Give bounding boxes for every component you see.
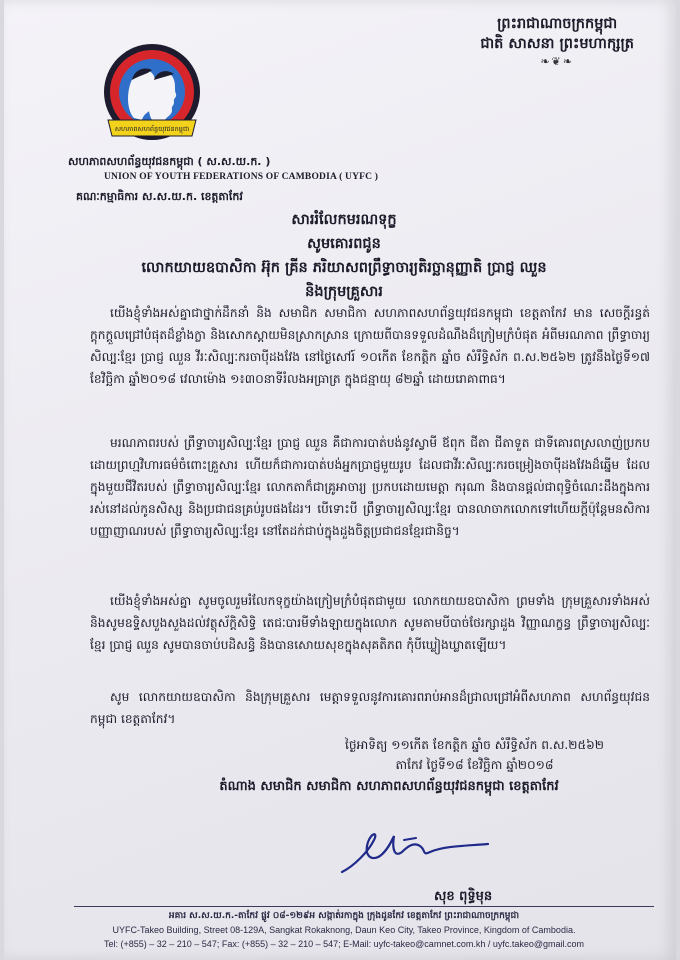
- letter-page: [4, 0, 676, 960]
- paragraph-4: សូម លោកយាយឧបាសិកា និងក្រុមគ្រួសារ មេត្តាទទួលនូវការគោរពរាប់អានដ៏ជ្រាលជ្រៅអំពីសហភាព សហព័ន្ធយុវជនកម្ពុជា ខេត្តតាកែវ។: [90, 690, 650, 726]
- paragraph-3: យើងខ្ញុំទាំងអស់គ្នា សូមចូលរួមរំលែកទុក្ខយ៉ាងក្រៀមក្រំបំផុតជាមួយ លោកយាយឧបាសិកា ព្រមទាំង ក្រុមគ្រួសារទាំងអស់ និងសូមឧទ្ទិសបួងសួងដល់វត្ថុស័ក្តិសិទ្ធិ តេជៈបារមីទាំងឡាយក្នុងលោក សូមតាមបីបាច់ថែរក្សាដួង វិញ្ញាណក្ខន្ធ ព្រឹទ្ធាចារ្យសិល្បៈខ្មែរ ប្រាជ្ញ ឈួន សូមបានចាប់បដិសន្ធិ និងបានសោយសុខក្នុងសុគតិភព កុំបីឃ្លៀងឃ្លាតឡើយ។: [90, 594, 650, 652]
- title-line-4: និងក្រុមគ្រួសារ: [305, 284, 383, 300]
- title-line-3: លោកយាយឧបាសិកា អ៊ុក គ្រីន ភរិយាសពព្រឹទ្ធាចារ្យតិរច្ឆានុញ្ញាតិ ប្រាជ្ញ ឈួន: [141, 260, 547, 276]
- title-line-1: សាររំលែកមរណទុក្ខ: [291, 212, 397, 228]
- handwritten-signature: [334, 822, 494, 882]
- paragraph-1: យើងខ្ញុំទាំងអស់គ្នាជាថ្នាក់ដឹកនាំ និង សមាជិក សមាជិកា សហភាពសហព័ន្ធយុវជនកម្ពុជា ខេត្តតាកែវ មាន សេចក្តីរន្ធត់ក្តុកក្តួលជ្រៅបំផុតដ៏ខ្លាំងក្លា និងសោកស្តាយមិនស្រាកស្រាន ក្រោយពីបានទទួលដំណឹងដ៏ក្រៀមក្រំបំផុត អំពីមរណភាព ព្រឹទ្ធាចារ្យសិល្បៈខ្មែរ ប្រាជ្ញ ឈួន វីរៈសិល្បៈករចាប៉ីដងវែង នៅថ្ងៃសៅរ៍ ១០កើត ខែកត្តិក ឆ្នាំច សំរឹទ្ធិស័ក ព.ស.២៥៦២ ត្រូវនឹងថ្ងៃទី១៧ ខែវិច្ឆិកា ឆ្នាំ២០១៨ វេលាម៉ោង ១៖៣០នាទីរំលងអធ្រាត្រ ក្នុងជន្មាយុ ៨២ឆ្នាំ ដោយរោគាពាធ។: [90, 306, 650, 386]
- letter-title: [4, 208, 676, 304]
- footer-divider: [74, 906, 654, 907]
- uyfc-logo: [96, 40, 208, 152]
- logo-banner-text: សហភាពសហព័ន្ធយុវជនកម្ពុជា: [114, 125, 190, 133]
- footer-address-khmer: អគារ ស.ស.យ.ក.-តាកែវ ផ្លូវ ០៨-១២៩អ សង្កាត់រកាក្នុង ក្រុងដូនកែវ ខេត្តតាកែវ ព្រះរាជាណាចក្រកម្ពុជា: [168, 911, 520, 921]
- footer-address-english: UYFC-Takeo Building, Street 08-129A, Sangkat Rokaknong, Daun Keo City, Takeo Province, Kingdom of Cambodia.: [112, 925, 576, 935]
- title-line-2: សូមគោរពជូន: [307, 236, 381, 252]
- org-name-khmer: សហភាពសហព័ន្ធយុវជនកម្ពុជា ( ស.ស.យ.ក. ): [68, 155, 271, 168]
- on-behalf-line: តំណាង សមាជិក សមាជិកា សហភាពសហព័ន្ធយុវជនកម្ពុជា ខេត្តតាកែវ: [219, 779, 559, 794]
- paragraph-2: មរណភាពរបស់ ព្រឹទ្ធាចារ្យសិល្បៈខ្មែរ ប្រាជ្ញ ឈួន គឺជាការបាត់បង់នូវស្វាមី ឪពុក ជីតា ជីតាទួត ជាទីគោរពស្រលាញ់ប្រកបដោយព្រហ្មវិហារធម៌ចំពោះគ្រួសារ ហើយក៏ជាការបាត់បង់អ្នកប្រាជ្ញមួយរូប ដែលជាវីរៈសិល្បៈករចម្រៀងចាប៉ីដងវែងដ៏ឆ្នើម ដែលក្នុងមួយជីវិតរបស់ ព្រឹទ្ធាចារ្យសិល្បៈខ្មែរ លោកតាក៏ជាគ្រូអាចារ្យ ប្រកបដោយមេត្តា ករុណា និងបានផ្តល់ជាពុទ្ធិចំណេះដឹងក្នុងការរស់នៅដល់កូនសិស្ស និងប្រជាជនគ្រប់រូបផងដែរ។ បើទោះបី ព្រឹទ្ធាចារ្យសិល្បៈខ្មែរ បានលាចាកលោកទៅហើយក្តីប៉ុន្តែមនសិការ បញ្ញាញាណរបស់ ព្រឹទ្ធាចារ្យសិល្បៈខ្មែរ នៅតែដក់ជាប់ក្នុងដួងចិត្តប្រជាជនខ្មែរជានិច្ច។: [90, 436, 650, 538]
- kingdom-header: [480, 14, 634, 72]
- kingdom-line-2: ជាតិ សាសនា ព្រះមហាក្សត្រ: [480, 36, 634, 52]
- ornament-divider: ❧❦❧: [540, 55, 574, 68]
- date-block: [345, 735, 604, 775]
- solar-date: តាកែវ ថ្ងៃទី១៨ ខែវិច្ឆិកា ឆ្នាំ២០១៨: [395, 758, 554, 772]
- signer-name: សុខ ពុទ្ធិមុន: [434, 889, 493, 904]
- provincial-committee: គណៈកម្មាធិការ ស.ស.យ.ក. ខេត្តតាកែវ: [76, 190, 243, 203]
- footer-contact: Tel: (+855) – 32 – 210 – 547; Fax: (+855) – 32 – 210 – 547; E-Mail: uyfc-takeo@camnet.com.kh / uyfc.takeo@gmail.com: [103, 939, 585, 949]
- org-name-english: UNION OF YOUTH FEDERATIONS OF CAMBODIA ( UYFC ): [104, 172, 379, 182]
- kingdom-line-1: ព្រះរាជាណាចក្រកម្ពុជា: [497, 16, 618, 32]
- lunar-date: ថ្ងៃអាទិត្យ ១១កើត ខែកត្តិក ឆ្នាំច សំរឹទ្ធិស័ក ព.ស.២៥៦២: [345, 738, 604, 752]
